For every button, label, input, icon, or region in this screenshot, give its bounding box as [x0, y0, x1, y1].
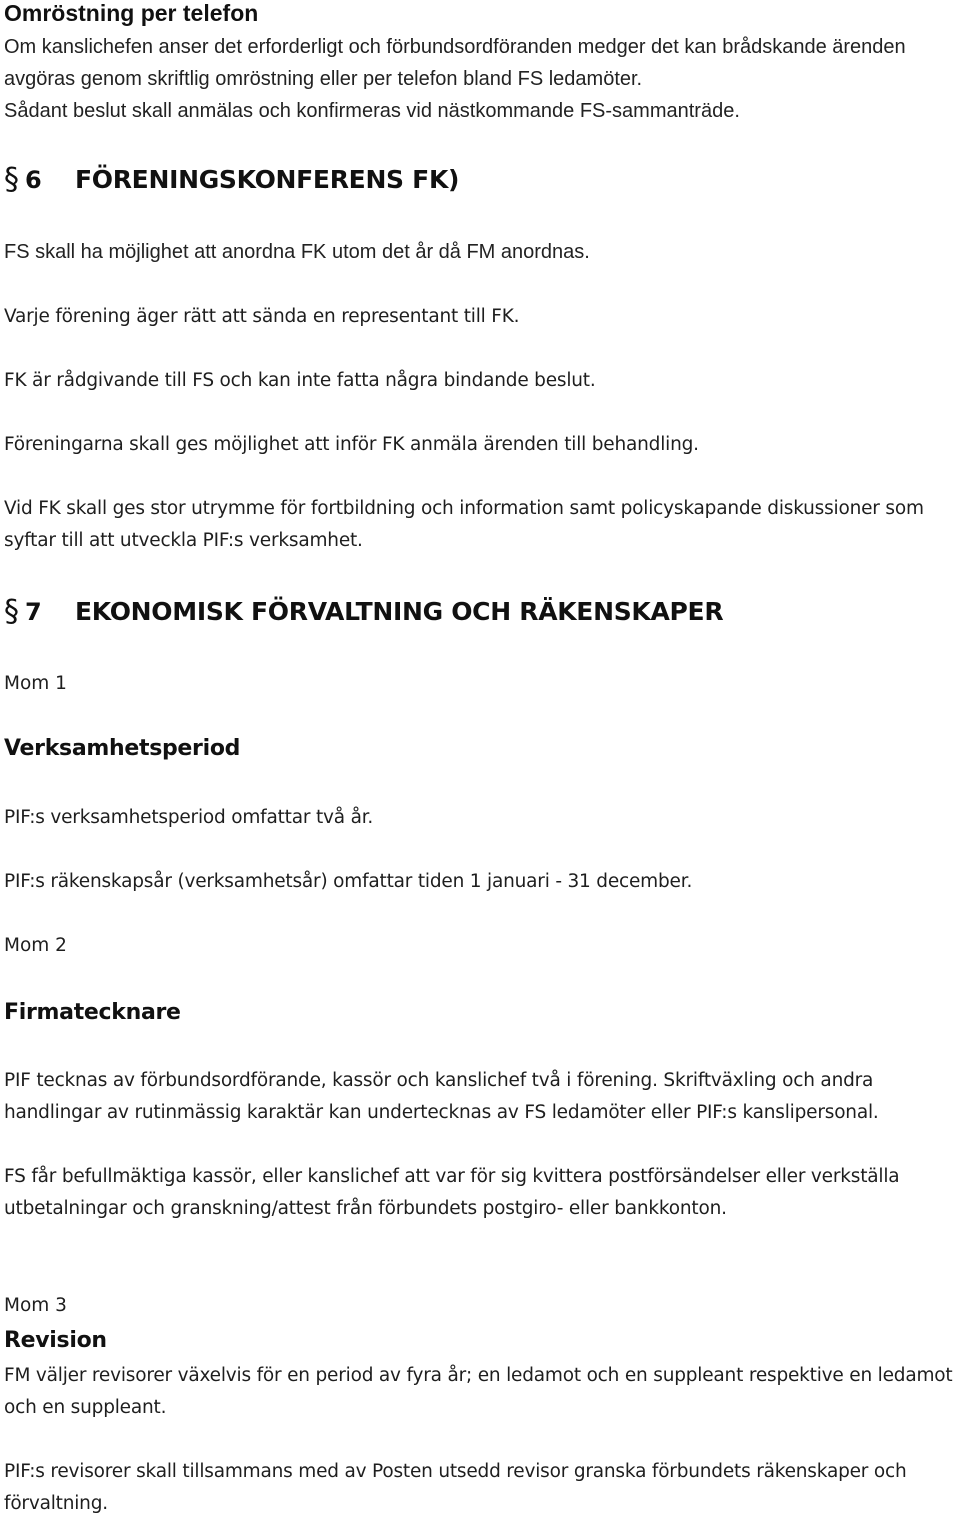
mom1-heading: Verksamhetsperiod	[4, 736, 241, 761]
mom2-heading: Firmatecknare	[4, 1000, 181, 1025]
section-7-heading	[4, 594, 723, 629]
mom3-line-4: förvaltning.	[4, 1493, 108, 1514]
section6-line-1: FS skall ha möjlighet att anordna FK utom det år då FM anordnas.	[4, 241, 590, 263]
section6-paragraph-2: FK är rådgivande till FS och kan inte fatta några bindande beslut.	[4, 370, 596, 391]
mom1-line-1: PIF:s verksamhetsperiod omfattar två år.	[4, 807, 374, 828]
section-number: 7	[25, 597, 42, 626]
intro-line-2: avgöras genom skriftlig omröstning eller per telefon bland FS ledamöter.	[4, 68, 643, 90]
mom3-label: Mom 3	[4, 1295, 67, 1316]
mom2-line-3: FS får befullmäktiga kassör, eller kanslichef att var för sig kvittera postförsändelser eller verkställa	[4, 1166, 900, 1187]
mom2-line-1: PIF tecknas av förbundsordförande, kassör och kanslichef två i förening. Skriftväxling och andra	[4, 1070, 874, 1091]
section6-paragraph-3: Föreningarna skall ges möjlighet att inför FK anmäla ärenden till behandling.	[4, 434, 699, 455]
mom1-label: Mom 1	[4, 673, 67, 694]
intro-line-3: Sådant beslut skall anmälas och konfirmeras vid nästkommande FS-sammanträde.	[4, 100, 740, 122]
section-symbol: §	[4, 594, 19, 629]
heading-omrostning: Omröstning per telefon	[4, 0, 259, 26]
section6-paragraph-4: Vid FK skall ges stor utrymme för fortbildning och information samt policyskapande diskussioner som	[4, 498, 924, 519]
section6-paragraph-1: Varje förening äger rätt att sända en representant till FK.	[4, 306, 520, 327]
mom2-line-4: utbetalningar och granskning/attest från förbundets postgiro- eller bankkonton.	[4, 1198, 727, 1219]
section-number: 6	[25, 165, 42, 194]
section-title: FÖRENINGSKONFERENS FK)	[75, 165, 460, 194]
mom1-line-2: PIF:s räkenskapsår (verksamhetsår) omfattar tiden 1 januari - 31 december.	[4, 871, 693, 892]
section6-paragraph-5: syftar till att utveckla PIF:s verksamhet.	[4, 530, 363, 551]
mom2-line-2: handlingar av rutinmässig karaktär kan undertecknas av FS ledamöter eller PIF:s kanslipersonal.	[4, 1102, 879, 1123]
mom3-line-3: PIF:s revisorer skall tillsammans med av Posten utsedd revisor granska förbundets räkenskaper och	[4, 1461, 907, 1482]
mom3-heading: Revision	[4, 1328, 107, 1353]
mom3-line-1: FM väljer revisorer växelvis för en period av fyra år; en ledamot och en suppleant respektive en ledamot	[4, 1365, 953, 1386]
intro-line-1: Om kanslichefen anser det erforderligt och förbundsordföranden medger det kan brådskande ärenden	[4, 36, 906, 58]
section-title: EKONOMISK FÖRVALTNING OCH RÄKENSKAPER	[75, 597, 724, 626]
section-6-heading	[4, 162, 459, 197]
mom3-line-2: och en suppleant.	[4, 1397, 167, 1418]
section-symbol: §	[4, 162, 19, 197]
mom2-label: Mom 2	[4, 935, 67, 956]
